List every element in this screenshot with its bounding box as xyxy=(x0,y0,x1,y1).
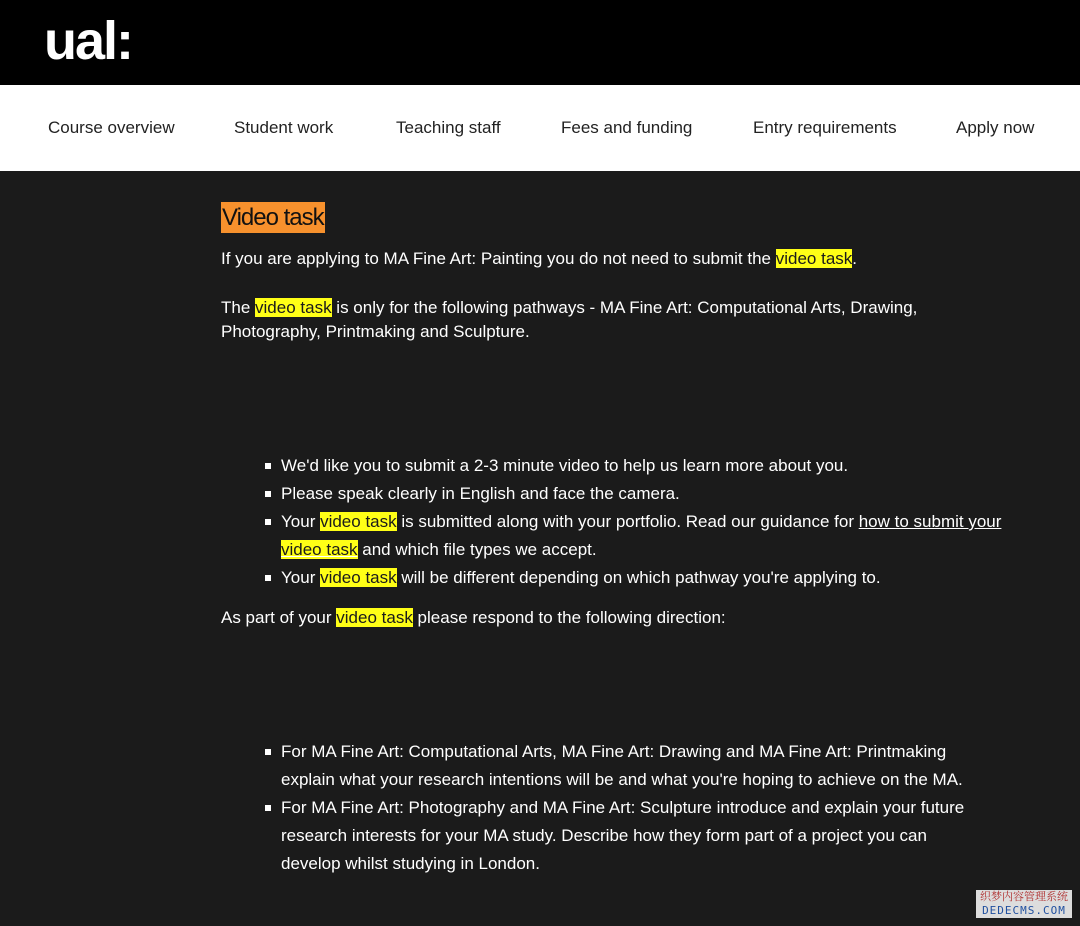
text-segment: The xyxy=(221,298,256,317)
highlighted-term: video task xyxy=(320,512,397,531)
text-segment: . xyxy=(852,249,858,268)
text-segment: will be different depending on which pathway you're applying to. xyxy=(396,568,881,587)
text-segment: As part of your xyxy=(221,608,337,627)
site-header xyxy=(0,0,1080,85)
text-segment: If you are applying to MA Fine Art: Painting you do not need to submit the xyxy=(221,249,776,268)
text-segment: Your xyxy=(281,568,321,587)
link-text[interactable]: how to submit your xyxy=(858,512,1002,531)
watermark-line: 织梦内容管理系统 xyxy=(980,891,1068,903)
list-item xyxy=(265,508,1005,564)
nav-teaching-staff[interactable]: Teaching staff xyxy=(396,118,501,137)
section-heading: Video task xyxy=(222,204,324,231)
highlighted-term[interactable]: video task xyxy=(281,540,358,559)
nav-course-overview[interactable]: Course overview xyxy=(48,118,175,137)
text-segment: and which file types we accept. xyxy=(357,540,597,559)
pathways-note xyxy=(221,296,1001,344)
course-nav xyxy=(0,85,1080,171)
list-item xyxy=(265,564,1005,592)
ual-logo[interactable]: ual: xyxy=(44,11,133,71)
pathway-directions-list xyxy=(265,738,990,878)
nav-student-work[interactable]: Student work xyxy=(234,118,334,137)
site-watermark xyxy=(976,890,1072,918)
text-segment: Your xyxy=(281,512,321,531)
highlighted-term: video task xyxy=(320,568,397,587)
painting-note xyxy=(221,247,1001,271)
list-item: For MA Fine Art: Photography and MA Fine Art: Sculpture introduce and explain your future research interests for your MA study. Describe how they form part of a project you can develop whilst studying in London. xyxy=(265,794,990,878)
watermark-url: DEDECMS.COM xyxy=(982,904,1066,917)
text-segment: please respond to the following direction: xyxy=(412,608,726,627)
highlighted-term: video task xyxy=(336,608,413,627)
list-item: Please speak clearly in English and face the camera. xyxy=(265,480,1005,508)
nav-apply-now[interactable]: Apply now xyxy=(956,118,1035,137)
text-segment: is only for the following pathways - MA Fine Art: Computational Arts, Drawing, Photography, Printmaking and Sculpture. xyxy=(221,298,918,341)
nav-entry-requirements[interactable]: Entry requirements xyxy=(753,118,897,137)
nav-fees-and-funding[interactable]: Fees and funding xyxy=(561,118,693,137)
list-item: For MA Fine Art: Computational Arts, MA Fine Art: Drawing and MA Fine Art: Printmaking explain what your research intentions will be and what you're hoping to achieve on the MA. xyxy=(265,738,990,794)
direction-intro xyxy=(221,606,1001,630)
text-segment: is submitted along with your portfolio. Read our guidance for xyxy=(396,512,859,531)
video-requirements-list xyxy=(265,452,1005,592)
highlighted-term: video task xyxy=(255,298,332,317)
main-content xyxy=(0,171,1080,926)
list-item: We'd like you to submit a 2-3 minute video to help us learn more about you. xyxy=(265,452,1005,480)
highlighted-term: video task xyxy=(775,249,853,268)
